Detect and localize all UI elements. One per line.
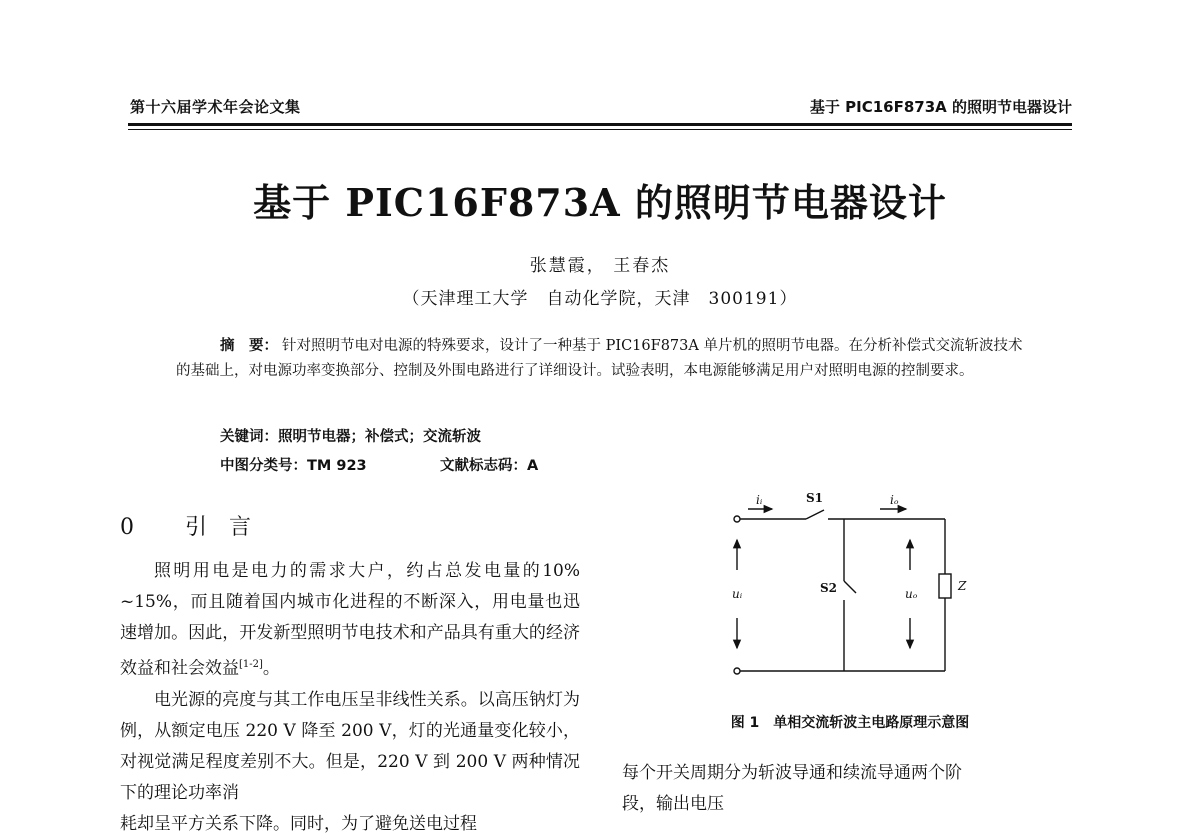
abstract (176, 333, 1036, 384)
label-uo: uₒ (905, 587, 918, 601)
label-ii: iᵢ (756, 493, 763, 507)
body-paragraph: 电光源的亮度与其工作电压呈非线性关系。以高压钠灯为例，从额定电压 220 V 降至 200 V，灯的光通量变化较小，对视觉满足程度差别不大。但是，220 V 到 200 V 两种情况下的理论功率消 (120, 689, 580, 803)
switch-s2 (844, 581, 856, 593)
header-rule-thin (128, 129, 1072, 130)
label-io: iₒ (890, 493, 899, 507)
body-paragraph: 照明用电是电力的需求大户，约占总发电量的10% ~15%，而且随着国内城市化进程的不断深入，用电量也迅速增加。因此，开发新型照明节电技术和产品具有重大的经济效益和社会效益[1-2]。 (120, 561, 580, 679)
citation-ref: [1-2] (239, 659, 263, 670)
keywords: 关键词：照明节电器；补偿式；交流斩波 (220, 429, 481, 445)
body-right-column (622, 758, 1082, 820)
label-s2: S2 (820, 581, 838, 595)
label-ui: uᵢ (732, 587, 743, 601)
body-paragraph: 耗却呈平方关系下降。同时，为了避免送电过程 (120, 813, 477, 834)
label-z: Z (958, 579, 967, 593)
document-code: 文献标志码：A (440, 458, 539, 474)
figure-caption: 图 1 单相交流斩波主电路原理示意图 (730, 715, 970, 731)
section-title: 引言 (185, 515, 274, 540)
body-line: 段，输出电压 (622, 794, 724, 814)
section-heading (120, 510, 273, 541)
paper-title: 基于 PIC16F873A 的照明节电器设计 (253, 180, 947, 225)
running-header-left: 第十六届学术年会论文集 (130, 98, 301, 116)
input-terminal-top (734, 516, 740, 522)
running-header-right: 基于 PIC16F873A 的照明节电器设计 (809, 98, 1072, 116)
circuit-diagram (720, 488, 980, 678)
header-rule-thick (128, 123, 1072, 126)
abstract-label: 摘 要： (220, 337, 278, 354)
body-left-column (120, 556, 580, 840)
input-terminal-bottom (734, 668, 740, 674)
clc-number: 中图分类号：TM 923 (220, 458, 367, 474)
load-z (939, 574, 951, 598)
authors: 张慧霞， 王春杰 (529, 256, 671, 276)
switch-s1 (806, 510, 824, 519)
abstract-text: 针对照明节电对电源的特殊要求，设计了一种基于 PIC16F873A 单片机的照明节电器。在分析补偿式交流斩波技术的基础上，对电源功率变换部分、控制及外围电路进行了详细设计。试验表明，本电源能够满足用户对照明电源的控制要求。 (176, 338, 1023, 379)
label-s1: S1 (806, 491, 824, 505)
section-number: 0 (120, 515, 156, 540)
affiliation: （天津理工大学 自动化学院，天津 300191） (402, 289, 798, 309)
body-line: 每个开关周期分为斩波导通和续流导通两个阶 (622, 763, 962, 783)
